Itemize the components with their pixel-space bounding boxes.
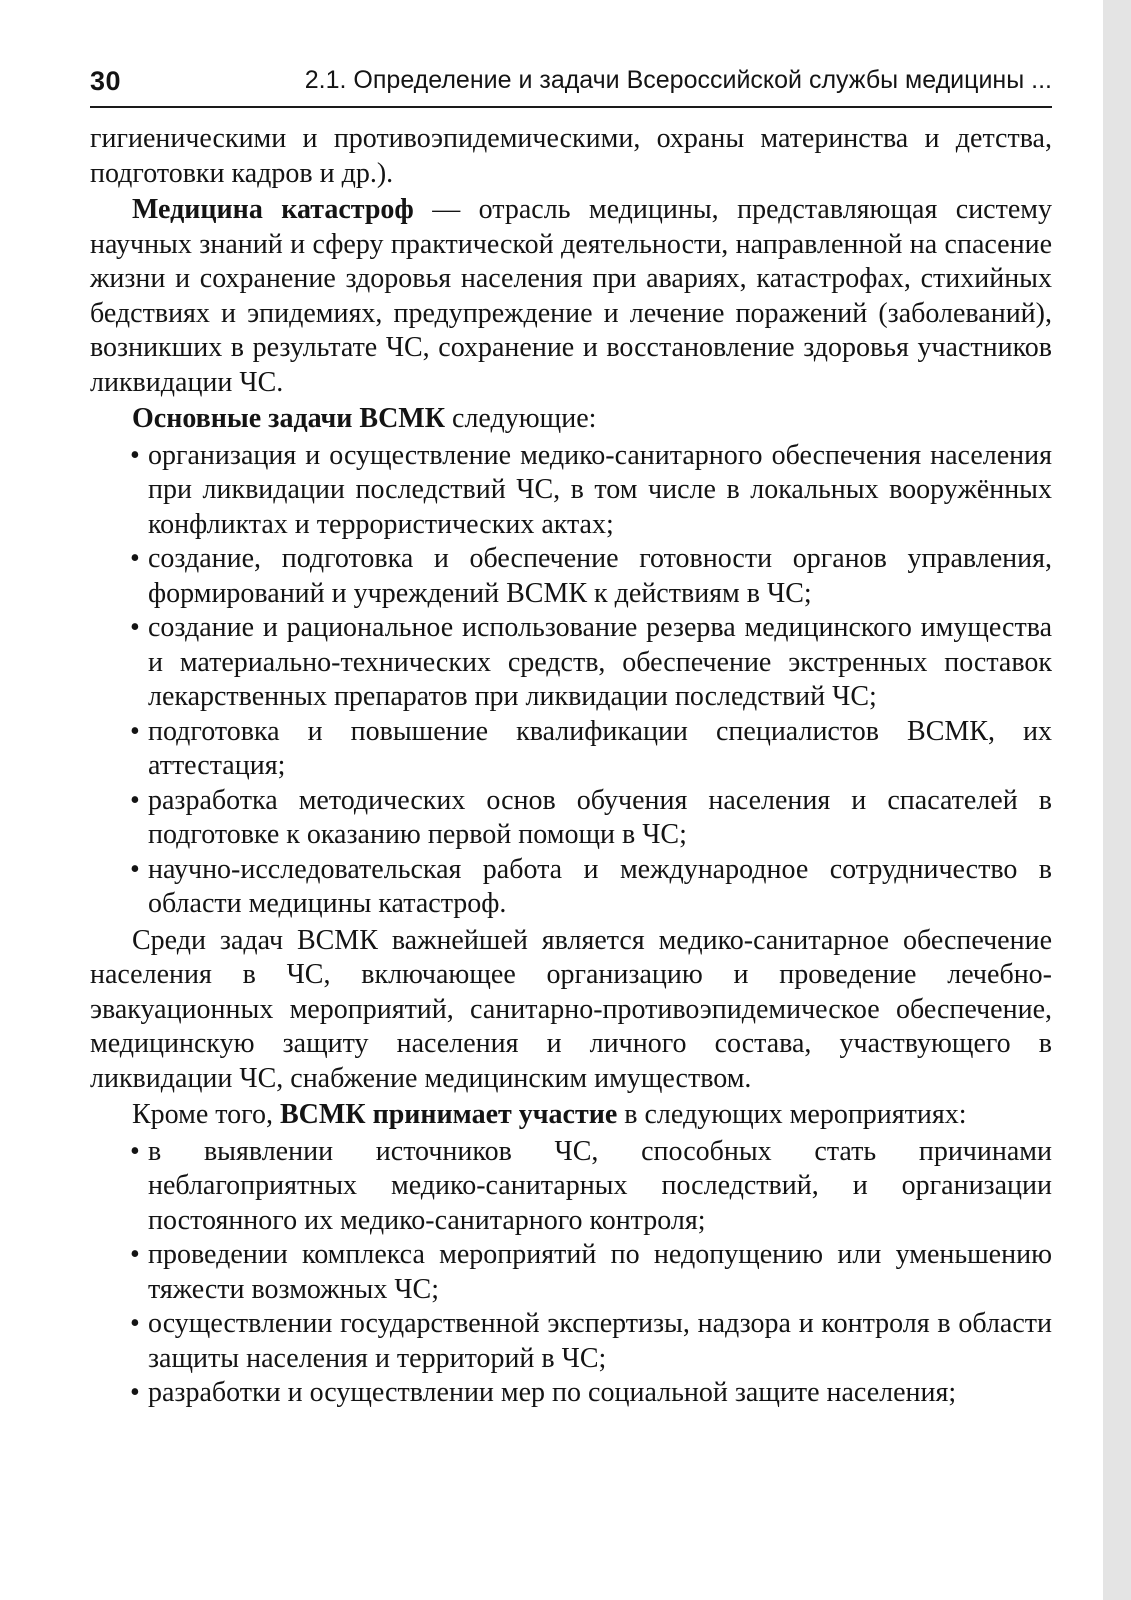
term-disaster-medicine: Медицина катастроф xyxy=(132,194,414,225)
main-tasks-list xyxy=(90,439,1052,922)
list-item: • создание и рациональное использование резерва медицинского имущества и материально-технических средств, обеспечение экстренных поставок лекарственных препаратов при ликвидации последствий ЧС; xyxy=(90,611,1052,715)
term-participation: ВСМК принимает участие xyxy=(279,1099,618,1130)
list-item: • разработка методических основ обучения населения и спасателей в подготовке к оказанию первой помощи в ЧС; xyxy=(90,784,1052,853)
paragraph-main-tasks-intro xyxy=(90,402,1052,437)
page-body xyxy=(90,122,1052,1411)
list-item: • организация и осуществление медико-санитарного обеспечения населения при ликвидации последствий ЧС, в том числе в локальных вооружённых конфликтах и террористических актах; xyxy=(90,439,1052,543)
list-item: • проведении комплекса мероприятий по недопущению или уменьшению тяжести возможных ЧС; xyxy=(90,1238,1052,1307)
paragraph-continuation: гигиеническими и противоэпидемическими, охраны материнства и детства, подготовки кадров и др.). xyxy=(90,123,1052,189)
participation-pre: Кроме того, xyxy=(132,1099,280,1130)
paragraph-participation-intro xyxy=(90,1098,1052,1133)
term-main-tasks: Основные задачи ВСМК xyxy=(132,403,446,434)
list-item: • разработки и осуществлении мер по социальной защите населения; xyxy=(90,1376,1052,1411)
paragraph-medical-sanitary: Среди задач ВСМК важнейшей является медико-санитарное обеспечение населения в ЧС, включающее организацию и проведение лечебно-эвакуационных мероприятий, санитарно-противоэпидемическое обеспечение, медицинскую защиту населения и личного состава, участвующего в ликвидации ЧС, снабжение медицинским имуществом. xyxy=(90,924,1052,1094)
list-item: • в выявлении источников ЧС, способных стать причинами неблагоприятных медико-санитарных последствий, и организации постоянного их медико-санитарного контроля; xyxy=(90,1135,1052,1239)
paragraph-definition xyxy=(90,193,1052,400)
list-item: • научно-исследовательская работа и международное сотрудничество в области медицины катастроф. xyxy=(90,853,1052,922)
participation-list xyxy=(90,1135,1052,1411)
running-title: 2.1. Определение и задачи Всероссийской службы медицины ... xyxy=(304,66,1052,94)
main-tasks-intro-text: следующие: xyxy=(445,403,597,434)
definition-text: — отрасль медицины, представляющая систему научных знаний и сферу практической деятельности, направленной на спасение жизни и сохранение здоровья населения при авариях, катастрофах, стихийных бедствиях и эпидемиях, предупреждение и лечение поражений (заболеваний), возникших в результате ЧС, сохранение и восстановление здоровья участников ликвидации ЧС. xyxy=(90,194,1052,398)
page-edge xyxy=(1103,0,1131,1600)
running-header xyxy=(90,62,1052,108)
list-item: • создание, подготовка и обеспечение готовности органов управления, формирований и учреждений ВСМК к действиям в ЧС; xyxy=(90,542,1052,611)
list-item: • подготовка и повышение квалификации специалистов ВСМК, их аттестация; xyxy=(90,715,1052,784)
participation-text: в следующих мероприятиях: xyxy=(617,1099,967,1130)
list-item: • осуществлении государственной экспертизы, надзора и контроля в области защиты населения и территорий в ЧС; xyxy=(90,1307,1052,1376)
page-number: 30 xyxy=(90,66,122,96)
